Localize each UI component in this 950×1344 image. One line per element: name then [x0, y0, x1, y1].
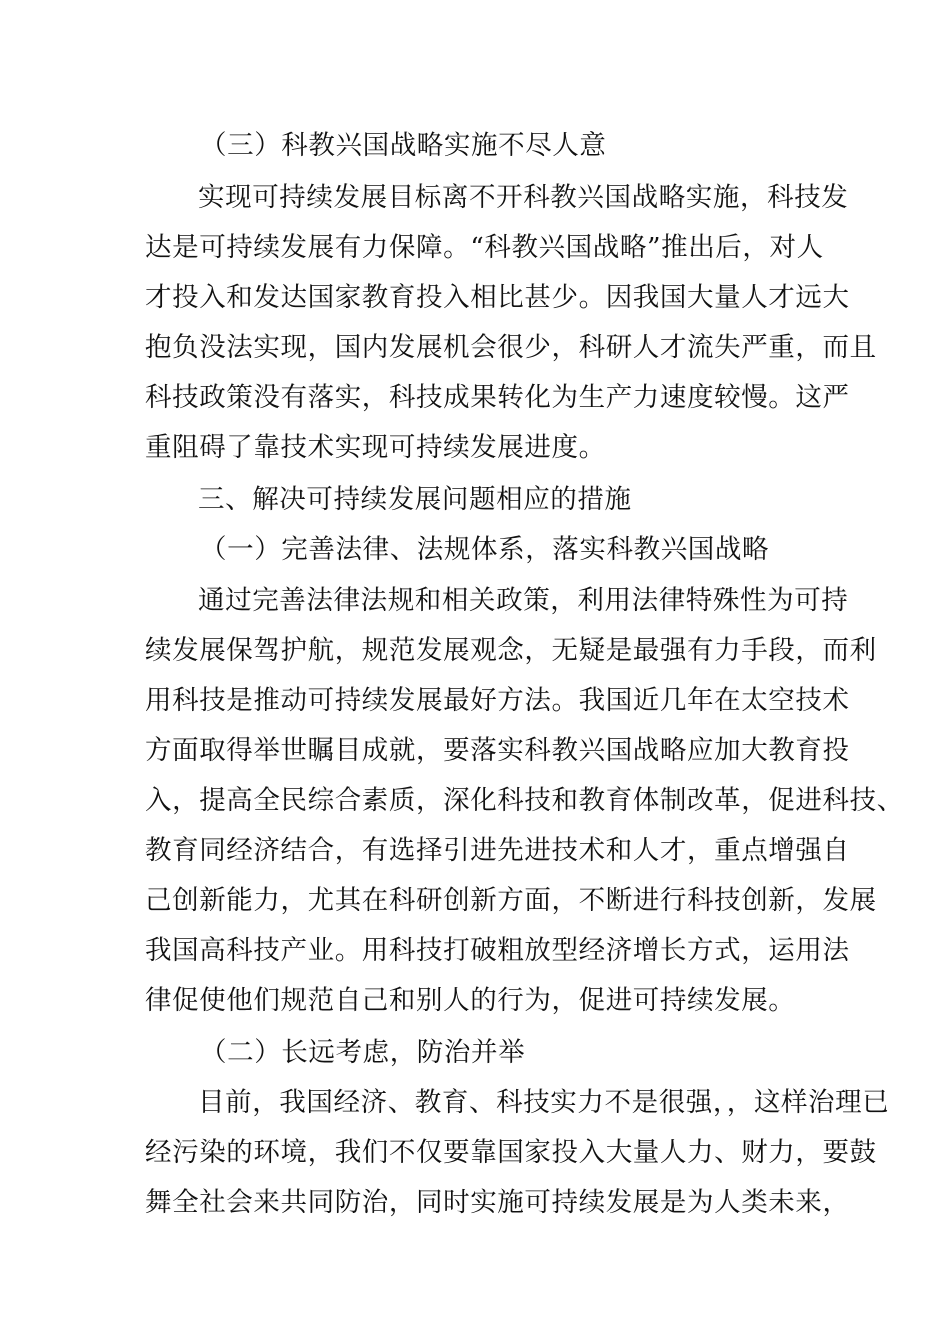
paragraph-1-line-1: 实现可持续发展目标离不开科教兴国战略实施，科技发 — [198, 182, 849, 213]
paragraph-2-line-4: 方面取得举世瞩目成就，要落实科教兴国战略应加大教育投 — [145, 735, 850, 766]
paragraph-2-line-2: 续发展保驾护航，规范发展观念，无疑是最强有力手段，而利 — [145, 635, 877, 666]
paragraph-1-line-6: 重阻碍了靠技术实现可持续发展进度。 — [145, 432, 606, 463]
subheading-1: （一）完善法律、法规体系，落实科教兴国战略 — [200, 534, 770, 565]
paragraph-2-line-5: 入，提高全民综合素质，深化科技和教育体制改革，促进科技、 — [145, 785, 904, 816]
section-heading-3: 三、解决可持续发展问题相应的措施 — [198, 484, 632, 515]
paragraph-1-line-5: 科技政策没有落实，科技成果转化为生产力速度较慢。这严 — [145, 382, 850, 413]
subheading-2: （二）长远考虑，防治并举 — [200, 1037, 526, 1068]
paragraph-1-line-2: 达是可持续发展有力保障。“科教兴国战略”推出后，对人 — [145, 232, 824, 263]
subheading-3: （三）科教兴国战略实施不尽人意 — [200, 130, 607, 161]
paragraph-2-line-1: 通过完善法律法规和相关政策，利用法律特殊性为可持 — [198, 585, 849, 616]
paragraph-1-line-4: 抱负没法实现，国内发展机会很少，科研人才流失严重，而且 — [145, 332, 877, 363]
paragraph-1-line-3: 才投入和发达国家教育投入相比甚少。因我国大量人才远大 — [145, 282, 850, 313]
paragraph-2-line-6: 教育同经济结合，有选择引进先进技术和人才，重点增强自 — [145, 835, 850, 866]
paragraph-2-line-3: 用科技是推动可持续发展最好方法。我国近几年在太空技术 — [145, 685, 850, 716]
paragraph-2-line-9: 律促使他们规范自己和别人的行为，促进可持续发展。 — [145, 985, 796, 1016]
paragraph-3-line-2: 经污染的环境，我们不仅要靠国家投入大量人力、财力，要鼓 — [145, 1137, 877, 1168]
paragraph-3-line-3: 舞全社会来共同防治，同时实施可持续发展是为人类未来， — [145, 1187, 850, 1218]
paragraph-3-line-1: 目前，我国经济、教育、科技实力不是很强，，这样治理已 — [198, 1087, 890, 1118]
paragraph-2-line-7: 己创新能力，尤其在科研创新方面，不断进行科技创新，发展 — [145, 885, 877, 916]
paragraph-2-line-8: 我国高科技产业。用科技打破粗放型经济增长方式，运用法 — [145, 935, 850, 966]
